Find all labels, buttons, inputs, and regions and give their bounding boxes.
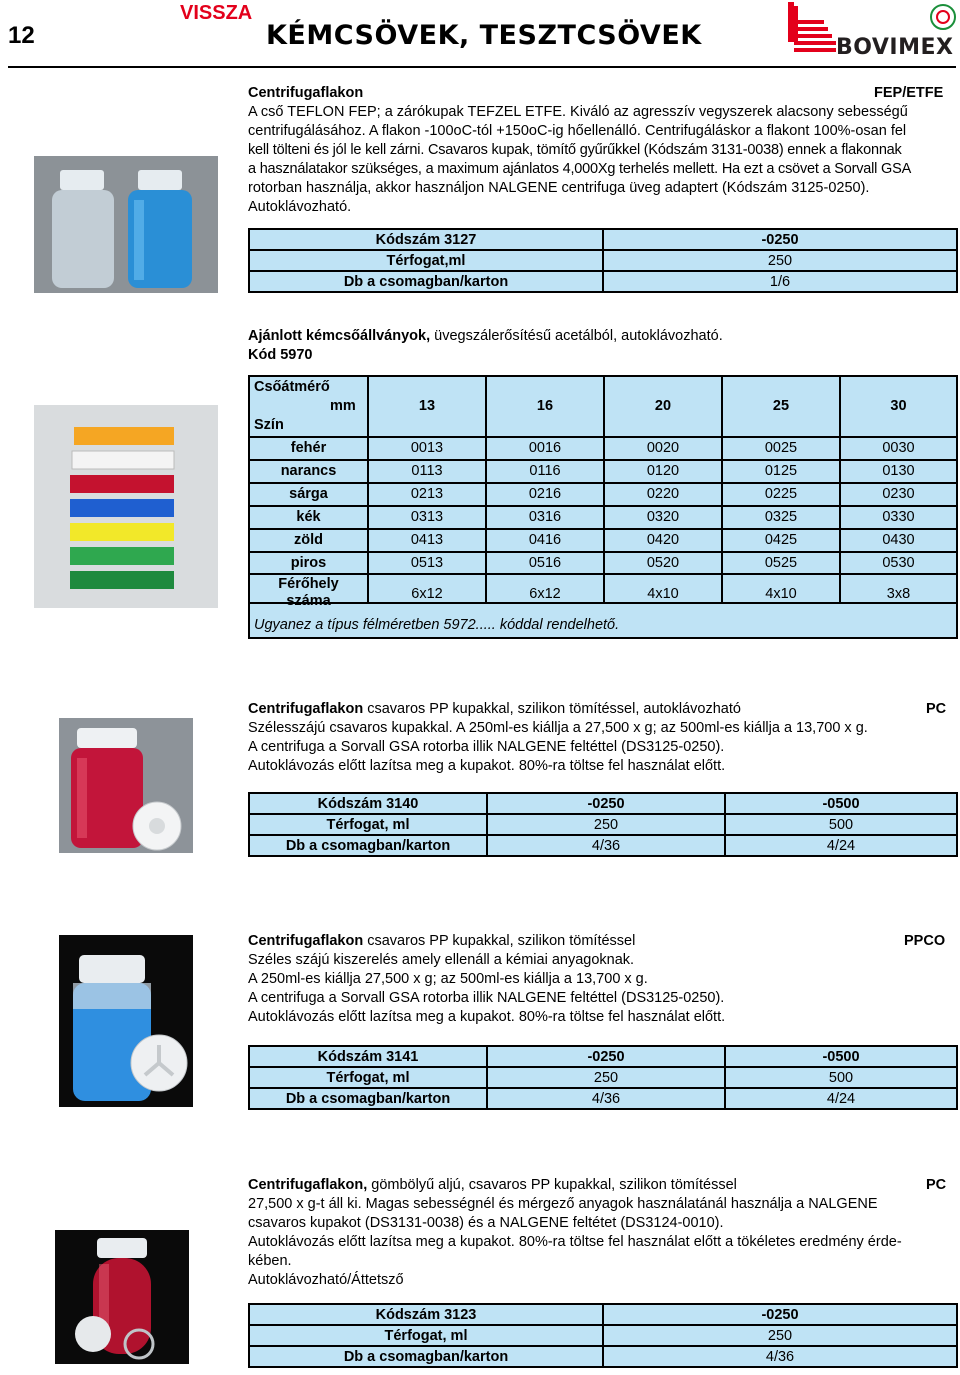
table-cell: Kódszám 3141 xyxy=(249,1046,487,1067)
places-value: 6x12 xyxy=(411,586,443,602)
section3-spec-table xyxy=(248,792,958,857)
section1-line: A cső TEFLON FEP; a zárókupak TEFZEL ETFE. Kiváló az agresszív vegyszerek alacsony sebességű xyxy=(248,104,908,120)
table-row xyxy=(249,1067,957,1088)
section5-line: 27,500 x g-t áll ki. Magas sebességnél és mérgező anyagok használatánál használja a NALGENE xyxy=(248,1196,878,1212)
rack-code-cell: 0030 xyxy=(882,440,915,456)
table-cell: Db a csomagban/karton xyxy=(249,1088,487,1109)
rack-code-cell: 0020 xyxy=(646,440,680,456)
rack-code-cell: 0420 xyxy=(646,532,680,548)
table-row xyxy=(249,835,957,856)
section4-line: Autoklávozás előtt lazítsa meg a kupakot. 80%-ra töltse fel használat előtt. xyxy=(248,1009,726,1025)
rack-code-cell: 0520 xyxy=(646,555,680,571)
table-cell: -0250 xyxy=(603,229,957,250)
section4-name: Centrifugaflakon xyxy=(248,933,364,949)
table-row xyxy=(249,1346,957,1367)
rack-code-cell: 0116 xyxy=(529,463,561,479)
table-cell: 250 xyxy=(603,250,957,271)
section2-code: Kód 5970 xyxy=(248,347,313,363)
table-cell: 500 xyxy=(725,814,957,835)
places-value: 4x10 xyxy=(765,586,797,602)
table-cell: Térfogat,ml xyxy=(249,250,603,271)
fep-bottles-photo xyxy=(34,156,218,293)
diameter-header: 13 xyxy=(418,398,436,414)
table-row xyxy=(249,814,957,835)
section1-spec-table xyxy=(248,228,958,293)
unit-label: mm xyxy=(330,398,356,414)
table-cell: -0250 xyxy=(603,1304,957,1325)
places-value: 4x10 xyxy=(647,586,679,602)
logo-text: BOVIMEX xyxy=(836,35,954,60)
rack-code-cell: 0016 xyxy=(528,440,562,456)
section5-line: Autoklávozható/Áttetsző xyxy=(248,1272,404,1288)
rack-code-cell: 0213 xyxy=(410,486,444,502)
diameter-header: 16 xyxy=(536,398,554,414)
rack-code-cell: 0120 xyxy=(646,463,680,479)
table-cell: 250 xyxy=(487,814,725,835)
rack-code-cell: 0513 xyxy=(410,555,444,571)
table-row xyxy=(249,250,957,271)
table-cell: Kódszám 3127 xyxy=(249,229,603,250)
section1-name: Centrifugaflakon xyxy=(248,85,364,101)
rack-code-cell: 0225 xyxy=(764,486,798,502)
table-cell: 4/36 xyxy=(487,1088,725,1109)
rack-code-cell: 0220 xyxy=(646,486,680,502)
rack-color-label: fehér xyxy=(290,440,327,456)
section2-heading xyxy=(248,327,723,346)
section3-desc: csavaros PP kupakkal, szilikon tömítéssel, autoklávozható xyxy=(363,701,741,717)
table-cell: -0500 xyxy=(725,1046,957,1067)
rack-code-cell: 0316 xyxy=(528,509,562,525)
section3-line: Autoklávozás előtt lazítsa meg a kupakot. 80%-ra töltse fel használat előtt. xyxy=(248,758,726,774)
section2-heading-rest: üvegszálerősítésű acetálból, autoklávozható. xyxy=(430,328,723,344)
section5-line: csavaros kupakot (DS3131-0038) és a NALGENE feltétet (DS3124-0010). xyxy=(248,1215,724,1231)
section5-material: PC xyxy=(926,1177,947,1193)
table-row xyxy=(249,793,957,814)
section4-desc: csavaros PP kupakkal, szilikon tömítéssel xyxy=(363,933,636,949)
rack-code-cell: 0425 xyxy=(764,532,798,548)
rack-code-cell: 0530 xyxy=(882,555,915,571)
places-value: 6x12 xyxy=(529,586,561,602)
table-cell: -0500 xyxy=(725,793,957,814)
table-cell: -0250 xyxy=(487,793,725,814)
section4-line: A 250ml-es kiállja 27,500 x g; az 500ml-es kiállja a 13,700 x g. xyxy=(248,971,648,987)
tube-racks-photo xyxy=(34,405,218,608)
table-cell: Térfogat, ml xyxy=(249,1325,603,1346)
rack-code-cell: 0013 xyxy=(410,440,444,456)
page-title: KÉMCSÖVEK, TESZTCSÖVEK xyxy=(266,20,702,51)
rack-code-cell: 0416 xyxy=(528,532,562,548)
table-row xyxy=(249,1304,957,1325)
section3-heading xyxy=(248,700,741,719)
section4-spec-table xyxy=(248,1045,958,1110)
section4-line: A centrifuga a Sorvall GSA rotorba illik NALGENE feltéttel (DS3125-0250). xyxy=(248,990,725,1006)
rack-code-cell: 0525 xyxy=(764,555,798,571)
table-cell: Db a csomagban/karton xyxy=(249,271,603,292)
section1-line: centrifugálásához. A flakon -100oC-tól +150oC-ig hőellenálló. Centrifugáláskor a flakont 100%-osan fel xyxy=(248,123,907,139)
pc-bottle-red-photo xyxy=(59,718,193,853)
rack-code-grid xyxy=(248,375,958,639)
section5-heading xyxy=(248,1176,737,1195)
table-row xyxy=(249,1046,957,1067)
section3-material: PC xyxy=(926,701,947,717)
section1-line: a használatakor szükséges, a maximum ajánlatos 4,000Xg terhelés mellett. Ha ezt a csövet a Sorvall GSA xyxy=(248,161,912,177)
section1-line: kell tölteni és jól le kell zárni. Csavaros kupak, tömítő gyűrűkkel (Kódszám 3131-0038) ennek a flakonnak xyxy=(248,142,902,158)
table-cell: 4/24 xyxy=(725,835,957,856)
bovimex-logo xyxy=(788,2,958,62)
table-cell: 4/24 xyxy=(725,1088,957,1109)
table-cell: Db a csomagban/karton xyxy=(249,835,487,856)
rack-code-cell: 0330 xyxy=(882,509,915,525)
table-cell: 500 xyxy=(725,1067,957,1088)
section5-line: Autoklávozás előtt lazítsa meg a kupakot. 80%-ra töltse fel használat előtt a tökéletes eredmény érde- xyxy=(248,1234,902,1250)
table-row xyxy=(249,271,957,292)
table-cell: 250 xyxy=(487,1067,725,1088)
rack-code-cell: 0325 xyxy=(764,509,798,525)
table-cell: Kódszám 3140 xyxy=(249,793,487,814)
rack-code-cell: 0216 xyxy=(528,486,562,502)
rack-footnote: Ugyanez a típus félméretben 5972..... kóddal rendelhető. xyxy=(254,617,620,633)
ppco-bottle-blue-photo xyxy=(59,935,193,1107)
section5-spec-table xyxy=(248,1303,958,1368)
section4-line: Széles szájú kiszerelés amely ellenáll a kémiai anyagoknak. xyxy=(248,952,635,968)
rack-code-cell: 0113 xyxy=(411,463,443,479)
places-label: Férőhely xyxy=(278,576,339,592)
rack-code-cell: 0516 xyxy=(528,555,562,571)
table-row xyxy=(249,1325,957,1346)
diameter-header: 25 xyxy=(772,398,790,414)
table-row xyxy=(249,1088,957,1109)
rack-code-cell: 0025 xyxy=(764,440,798,456)
diameter-label: Csőátmérő xyxy=(254,379,330,395)
rack-color-label: sárga xyxy=(289,486,328,502)
rack-color-label: piros xyxy=(290,555,327,571)
round-bottom-bottle-photo xyxy=(55,1230,189,1364)
rack-code-cell: 0130 xyxy=(882,463,915,479)
table-cell: 4/36 xyxy=(487,835,725,856)
rack-color-label: narancs xyxy=(280,463,337,479)
page-number: 12 xyxy=(8,22,35,49)
rack-code-cell: 0125 xyxy=(764,463,798,479)
section4-heading xyxy=(248,932,635,951)
section4-material: PPCO xyxy=(904,933,946,949)
rack-code-cell: 0230 xyxy=(882,486,915,502)
section1-line: Autoklávozható. xyxy=(248,199,352,215)
back-link[interactable]: VISSZA xyxy=(180,2,253,24)
table-cell: Kódszám 3123 xyxy=(249,1304,603,1325)
table-cell: Térfogat, ml xyxy=(249,814,487,835)
table-cell: Térfogat, ml xyxy=(249,1067,487,1088)
section3-name: Centrifugaflakon xyxy=(248,701,364,717)
color-label: Szín xyxy=(254,417,284,433)
header-rule xyxy=(8,66,956,68)
section5-line: kében. xyxy=(248,1253,292,1269)
section1-material: FEP/ETFE xyxy=(874,85,944,101)
rack-code-cell: 0430 xyxy=(882,532,915,548)
section3-line: Szélesszájú csavaros kupakkal. A 250ml-es kiállja a 27,500 x g; az 500ml-es kiállja a 13,700 x g. xyxy=(248,720,868,736)
table-cell: -0250 xyxy=(487,1046,725,1067)
section3-line: A centrifuga a Sorvall GSA rotorba illik NALGENE feltéttel (DS3125-0250). xyxy=(248,739,725,755)
table-cell: 4/36 xyxy=(603,1346,957,1367)
places-value: 3x8 xyxy=(886,586,911,602)
table-cell: 250 xyxy=(603,1325,957,1346)
section1-line: rotorban használja, akkor használjon NALGENE centrifuga üveg adaptert (Kódszám 3125-0250). xyxy=(248,180,870,196)
rack-code-cell: 0413 xyxy=(410,532,444,548)
table-cell: 1/6 xyxy=(603,271,957,292)
table-row xyxy=(249,229,957,250)
diameter-header: 30 xyxy=(890,398,907,414)
table-cell: Db a csomagban/karton xyxy=(249,1346,603,1367)
rack-color-label: zöld xyxy=(294,532,323,548)
rack-code-cell: 0320 xyxy=(646,509,680,525)
places-label: száma xyxy=(286,593,331,609)
rack-code-cell: 0313 xyxy=(410,509,444,525)
section2-heading-bold: Ajánlott kémcsőállványok, xyxy=(248,328,431,344)
section5-name: Centrifugaflakon, xyxy=(248,1177,368,1193)
section5-desc: gömbölyű aljú, csavaros PP kupakkal, szilikon tömítéssel xyxy=(367,1177,737,1193)
diameter-header: 20 xyxy=(654,398,672,414)
rack-color-label: kék xyxy=(296,509,321,525)
